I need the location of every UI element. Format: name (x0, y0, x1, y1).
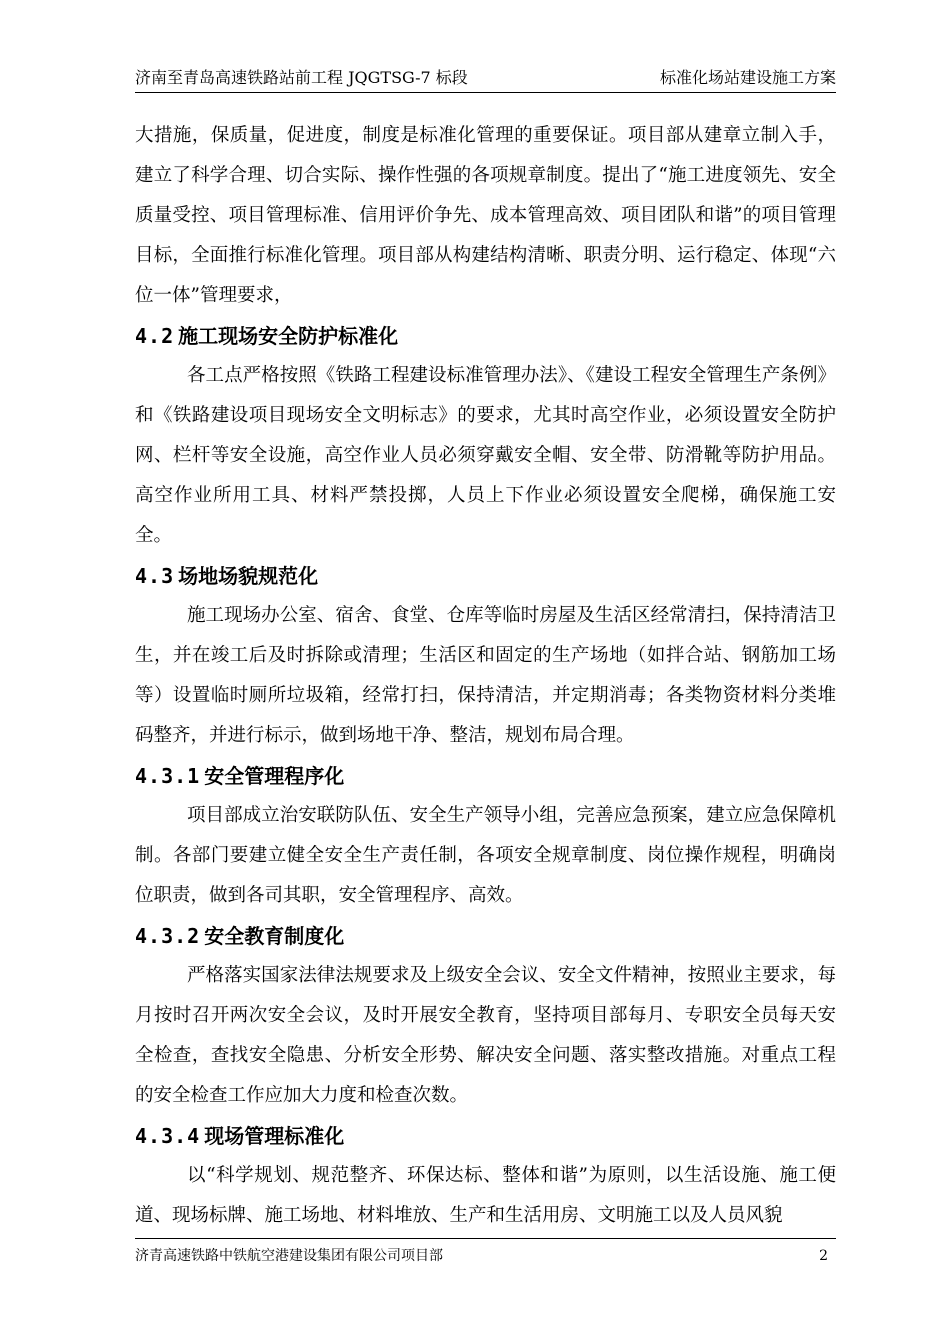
paragraph-4-3-4: 以“科学规划、规范整齐、环保达标、整体和谐”为原则，以生活设施、施工便道、现场标牌、施工场地、材料堆放、生产和生活用房、文明施工以及人员风貌 (135, 1165, 836, 1226)
page-number: 2 (819, 1248, 828, 1264)
heading-number: 4.3.1 (135, 764, 201, 788)
heading-title: 安全教育制度化 (204, 924, 345, 948)
paragraph-intro: 大措施，保质量，促进度，制度是标准化管理的重要保证。项目部从建章立制入手，建立了科学合理、切合实际、操作性强的各项规章制度。提出了“施工进度领先、安全质量受控、项目管理标准、信用评价争先、成本管理高效、项目团队和谐”的项目管理目标，全面推行标准化管理。项目部从构建结构清晰、职责分明、运行稳定、体现“六位一体”管理要求， (135, 125, 836, 306)
heading-4-2 (135, 316, 836, 356)
heading-title: 安全管理程序化 (204, 764, 345, 788)
heading-4-3-4 (135, 1116, 836, 1156)
heading-title: 施工现场安全防护标准化 (178, 324, 399, 348)
footer-organization: 济青高速铁路中铁航空港建设集团有限公司项目部 (135, 1248, 443, 1264)
heading-number: 4.2 (135, 324, 175, 348)
header-document-title: 标准化场站建设施工方案 (659, 68, 836, 87)
heading-title: 场地场貌规范化 (178, 564, 319, 588)
paragraph-4-3-2: 严格落实国家法律法规要求及上级安全会议、安全文件精神，按照业主要求，每月按时召开两次安全会议，及时开展安全教育，坚持项目部每月、专职安全员每天安全检查，查找安全隐患、分析安全形势、解决安全问题、落实整改措施。对重点工程的安全检查工作应加大力度和检查次数。 (135, 965, 836, 1106)
header-project-title: 济南至青岛高速铁路站前工程 JQGTSG-7 标段 (135, 68, 468, 87)
page-footer (135, 1238, 836, 1265)
document-body (135, 116, 836, 1236)
paragraph-4-2: 各工点严格按照《铁路工程建设标准管理办法》、《建设工程安全管理生产条例》和《铁路建设项目现场安全文明标志》的要求，尤其时高空作业，必须设置安全防护网、栏杆等安全设施，高空作业人员必须穿戴安全帽、安全带、防滑靴等防护用品。高空作业所用工具、材料严禁投掷，人员上下作业必须设置安全爬梯，确保施工安全。 (135, 365, 836, 546)
paragraph-4-3-1: 项目部成立治安联防队伍、安全生产领导小组，完善应急预案，建立应急保障机制。各部门要建立健全安全生产责任制，各项安全规章制度、岗位操作规程，明确岗位职责，做到各司其职，安全管理程序、高效。 (135, 805, 836, 906)
heading-number: 4.3.2 (135, 924, 201, 948)
heading-4-3-2 (135, 916, 836, 956)
heading-number: 4.3.4 (135, 1124, 201, 1148)
heading-4-3-1 (135, 756, 836, 796)
heading-title: 现场管理标准化 (204, 1124, 345, 1148)
page-header (135, 64, 836, 93)
heading-4-3 (135, 556, 836, 596)
heading-number: 4.3 (135, 564, 175, 588)
paragraph-4-3: 施工现场办公室、宿舍、食堂、仓库等临时房屋及生活区经常清扫，保持清洁卫生，并在竣工后及时拆除或清理；生活区和固定的生产场地（如拌合站、钢筋加工场等）设置临时厕所垃圾箱，经常打扫，保持清洁，并定期消毒；各类物资材料分类堆码整齐，并进行标示，做到场地干净、整洁，规划布局合理。 (135, 605, 836, 746)
